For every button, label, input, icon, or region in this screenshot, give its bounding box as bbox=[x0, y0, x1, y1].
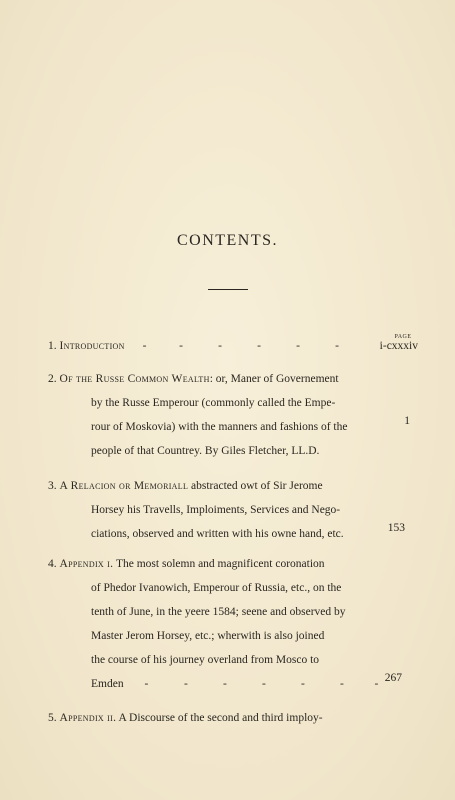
entry-heading: Of the Russe Common Wealth bbox=[59, 373, 210, 385]
entry-page-number: 1 bbox=[404, 415, 410, 427]
entry-line: ciations, observed and written with his owne hand, etc. bbox=[91, 528, 344, 540]
entry-line: the course of his journey overland from Mosco to bbox=[91, 654, 320, 666]
entry-text: abstracted owt of Sir Jerome bbox=[188, 480, 323, 492]
entry-line bbox=[48, 334, 408, 358]
entry-line: of Phedor Ivanowich, Emperour of Russia, etc., on the bbox=[91, 582, 342, 594]
entry-page-number: 267 bbox=[384, 672, 402, 684]
entry-line: people of that Countrey. By Giles Fletcher, LL.D. bbox=[91, 445, 320, 457]
entry-line: Master Jerom Horsey, etc.; wherwith is also joined bbox=[91, 630, 325, 642]
entry-number: 5. bbox=[48, 712, 57, 724]
page-column-header: PAGE bbox=[394, 334, 412, 340]
entry-line: tenth of June, in the yeere 1584; seene and observed by bbox=[91, 606, 346, 618]
entry-heading: Introduction bbox=[59, 340, 125, 352]
entry-number: 3. bbox=[48, 480, 57, 492]
entry-line: rour of Moskovia) with the manners and fashions of the bbox=[91, 421, 348, 433]
entry-text: The most solemn and magnificent coronation bbox=[113, 558, 325, 570]
title-rule bbox=[208, 289, 248, 290]
entry-heading: Appendix ii. bbox=[59, 712, 117, 724]
entry-line bbox=[48, 367, 408, 391]
entry-line bbox=[48, 474, 408, 498]
entry-line bbox=[48, 552, 408, 576]
contents-entry-introduction bbox=[48, 334, 418, 358]
entry-text: : or, Maner of Governement bbox=[209, 373, 339, 385]
entry-text: Emden bbox=[91, 678, 124, 690]
entry-page-number: 153 bbox=[387, 522, 405, 534]
entry-heading: A Relacion or Memoriall bbox=[59, 480, 189, 492]
entry-number: 2. bbox=[48, 373, 57, 385]
entry-line bbox=[48, 706, 408, 730]
leader-dashes: - - - - - - - bbox=[144, 678, 379, 690]
entry-number: 4. bbox=[48, 558, 57, 570]
entry-line: Horsey his Travells, Imploiments, Services and Nego- bbox=[91, 504, 341, 516]
leader-dashes: - - - - - - bbox=[142, 340, 339, 352]
contents-entry-relacion bbox=[48, 474, 408, 546]
entry-number: 1. bbox=[48, 340, 57, 352]
entry-line: by the Russe Emperour (commonly called the Empe- bbox=[91, 397, 336, 409]
contents-entry-appendix-ii bbox=[48, 706, 408, 730]
page-title: CONTENTS. bbox=[176, 232, 279, 249]
entry-heading: Appendix i. bbox=[59, 558, 114, 570]
entry-page-number: i-cxxxiv bbox=[379, 340, 418, 352]
entry-text: A Discourse of the second and third imploy- bbox=[116, 712, 323, 724]
